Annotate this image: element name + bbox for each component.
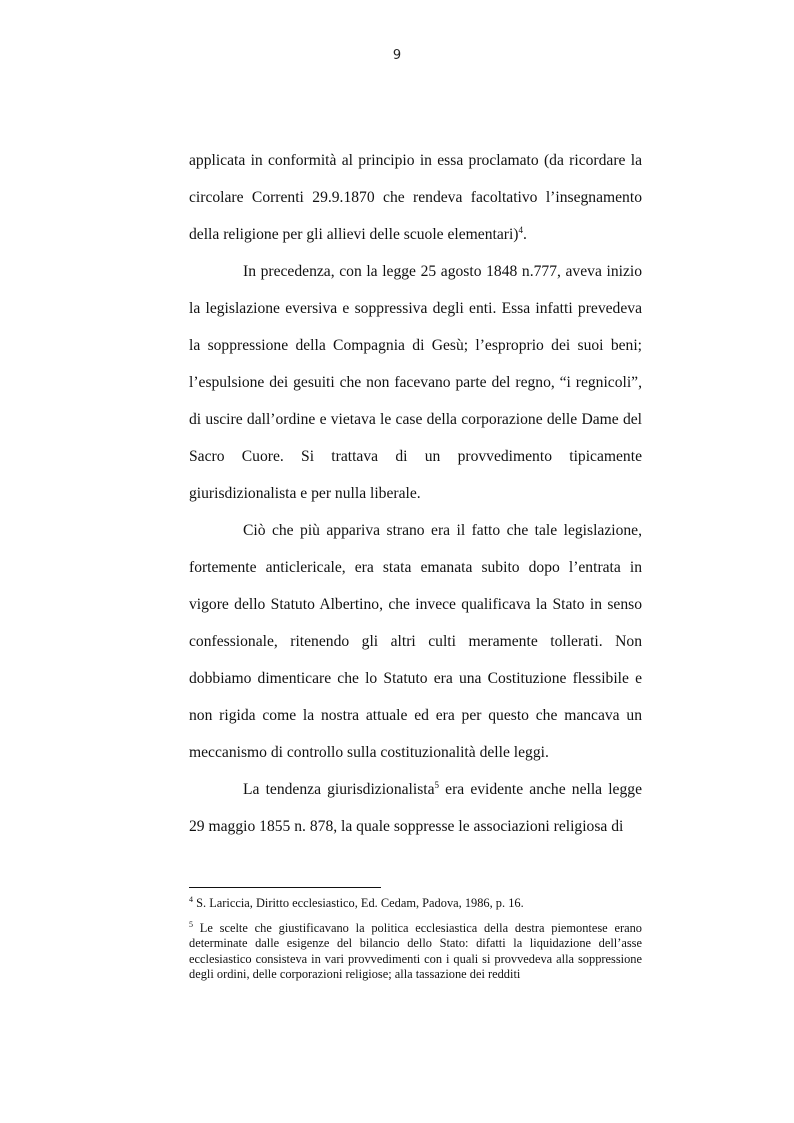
paragraph-2: In precedenza, con la legge 25 agosto 1848 n.777, aveva inizio la legislazione eversiva e soppressiva degli enti. Essa infatti prevedeva la soppressione della Compagnia di Gesù; l’esproprio dei suoi beni; l’espulsione dei gesuiti che non facevano parte del regno, “i regnicoli”, di uscire dall’ordine e vietava le case della corporazione delle Dame del Sacro Cuore. Si trattava di un provvedimento tipicamente giurisdizionalista e per nulla liberale. (189, 263, 642, 502)
footnote-4 (189, 896, 642, 911)
paragraph-4 (189, 771, 642, 845)
paragraph-3: Ciò che più appariva strano era il fatto che tale legislazione, fortemente anticlericale, era stata emanata subito dopo l’entrata in vigore dello Statuto Albertino, che invece qualificava la Stato in senso confessionale, ritenendo gli altri culti meramente tollerati. Non dobbiamo dimenticare che lo Statuto era una Costituzione flessibile e non rigida come la nostra attuale ed era per questo che mancava un meccanismo di controllo sulla costituzionalità delle leggi. (189, 522, 642, 761)
footnote-number: 5 (189, 920, 193, 930)
footnote-text: S. Lariccia, Diritto ecclesiastico, Ed. Cedam, Padova, 1986, p. 16. (196, 896, 524, 910)
page-number: 9 (392, 48, 402, 63)
footnote-separator (189, 887, 381, 888)
paragraph-1 (189, 142, 642, 253)
paragraph-text: era evidente anche nella legge 29 maggio 1855 n. 878, la quale soppresse le associazioni religiosa di (189, 781, 642, 835)
paragraph-text: applicata in conformità al principio in essa proclamato (da ricordare la circolare Correnti 29.9.1870 che rendeva facoltativo l’insegnamento della religione per gli allievi delle scuole elementari) (189, 152, 642, 243)
footnote-number: 4 (189, 894, 193, 904)
paragraph-text: . (523, 226, 527, 243)
body-text (189, 142, 642, 845)
footnotes (189, 896, 642, 992)
footnote-5 (189, 921, 642, 982)
footnote-reference[interactable]: 5 (434, 779, 440, 790)
footnote-reference[interactable]: 4 (518, 224, 523, 235)
footnote-text: Le scelte che giustificavano la politica ecclesiastica della destra piemontese erano determinate dalle esigenze del bilancio dello Stato: difatti la liquidazione dell’asse ecclesiastico consisteva in vari provvedimenti con i quali si provvedeva alla soppressione degli ordini, delle corporazioni religiose; alla tassazione dei redditi (189, 921, 642, 981)
paragraph-text: La tendenza giurisdizionalista (243, 781, 435, 798)
